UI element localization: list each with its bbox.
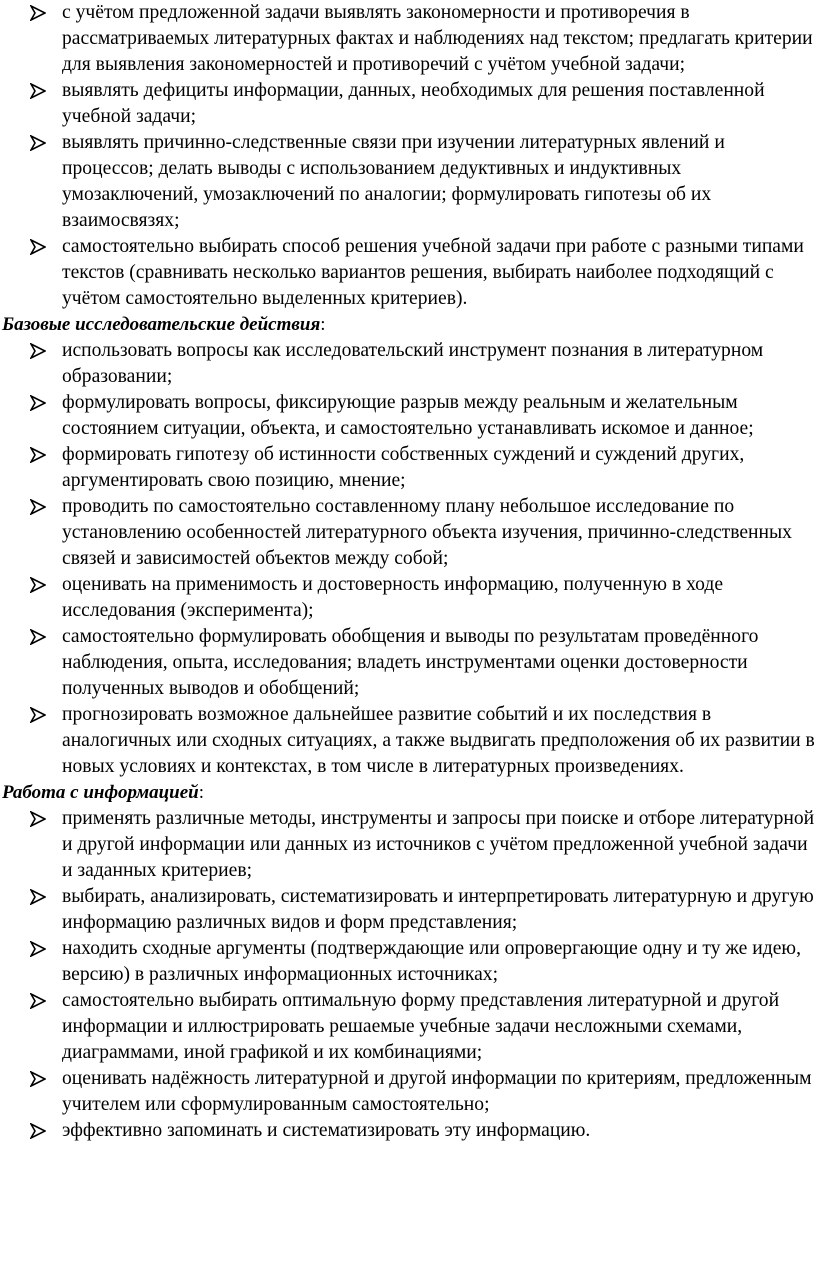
list-item-text: формировать гипотезу об истинности собственных суждений и суждений других, аргументировать свою позицию, мнение;	[62, 444, 745, 491]
section-heading	[2, 780, 816, 806]
list-item-text: самостоятельно выбирать способ решения учебной задачи при работе с разными типами текстов (сравнивать несколько вариантов решения, выбирать наиболее подходящий с учётом самостоятельно выделенных критериев).	[62, 236, 804, 309]
arrowhead-bullet-icon	[30, 707, 46, 723]
arrowhead-bullet-icon	[30, 239, 46, 255]
list-item	[0, 988, 816, 1066]
heading-colon: :	[320, 314, 326, 335]
list-item-text: применять различные методы, инструменты и запросы при поиске и отборе литературной и другой информации или данных из источников с учётом предложенной учебной задачи и заданных критериев;	[62, 808, 815, 881]
bullet-list	[0, 0, 816, 312]
section-heading-text: Базовые исследовательские действия	[2, 314, 321, 335]
list-item	[0, 0, 816, 78]
list-item	[0, 442, 816, 494]
arrowhead-bullet-icon	[30, 577, 46, 593]
list-item-text: самостоятельно выбирать оптимальную форму представления литературной и другой информации и иллюстрировать решаемые учебные задачи несложными схемами, диаграммами, иной графикой и их комбинациями;	[62, 990, 780, 1063]
list-item	[0, 130, 816, 234]
list-item	[0, 702, 816, 780]
arrowhead-bullet-icon	[30, 5, 46, 21]
list-item	[0, 1118, 816, 1144]
arrowhead-bullet-icon	[30, 629, 46, 645]
arrowhead-bullet-icon	[30, 83, 46, 99]
section-research-actions	[0, 312, 816, 780]
section-intro	[0, 0, 816, 312]
list-item	[0, 1066, 816, 1118]
arrowhead-bullet-icon	[30, 395, 46, 411]
bullet-list	[0, 806, 816, 1144]
list-item-text: эффективно запоминать и систематизировать эту информацию.	[62, 1120, 591, 1141]
arrowhead-bullet-icon	[30, 889, 46, 905]
list-item	[0, 572, 816, 624]
list-item-text: проводить по самостоятельно составленному плану небольшое исследование по установлению особенностей литературного объекта изучения, причинно-следственных связей и зависимостей объектов между собой;	[62, 496, 792, 569]
list-item	[0, 936, 816, 988]
list-item-text: формулировать вопросы, фиксирующие разрыв между реальным и желательным состоянием ситуации, объекта, и самостоятельно устанавливать искомое и данное;	[62, 392, 754, 439]
list-item-text: использовать вопросы как исследовательский инструмент познания в литературном образовании;	[62, 340, 764, 387]
arrowhead-bullet-icon	[30, 499, 46, 515]
list-item	[0, 338, 816, 390]
arrowhead-bullet-icon	[30, 135, 46, 151]
list-item	[0, 494, 816, 572]
list-item-text: выявлять причинно-следственные связи при изучении литературных явлений и процессов; делать выводы с использованием дедуктивных и индуктивных умозаключений, умозаключений по аналогии; формулировать гипотезы об их взаимосвязях;	[62, 132, 725, 231]
arrowhead-bullet-icon	[30, 941, 46, 957]
arrowhead-bullet-icon	[30, 1123, 46, 1139]
arrowhead-bullet-icon	[30, 993, 46, 1009]
list-item-text: прогнозировать возможное дальнейшее развитие событий и их последствия в аналогичных или сходных ситуациях, а также выдвигать предположения об их развитии в новых условиях и контекстах, в том числе в литературных произведениях.	[62, 704, 815, 777]
arrowhead-bullet-icon	[30, 343, 46, 359]
list-item-text: самостоятельно формулировать обобщения и выводы по результатам проведённого наблюдения, опыта, исследования; владеть инструментами оценки достоверности полученных выводов и обобщений;	[62, 626, 759, 699]
list-item	[0, 806, 816, 884]
section-heading	[2, 312, 816, 338]
list-item-text: выявлять дефициты информации, данных, необходимых для решения поставленной учебной задачи;	[62, 80, 765, 127]
list-item-text: находить сходные аргументы (подтверждающие или опровергающие одну и ту же идею, версию) в различных информационных источниках;	[62, 938, 801, 985]
list-item	[0, 624, 816, 702]
section-information-work	[0, 780, 816, 1144]
arrowhead-bullet-icon	[30, 1071, 46, 1087]
arrowhead-bullet-icon	[30, 447, 46, 463]
heading-colon: :	[198, 782, 205, 803]
arrowhead-bullet-icon	[30, 811, 46, 827]
section-heading-text: Работа с информацией	[2, 782, 199, 803]
bullet-list	[0, 338, 816, 780]
list-item	[0, 78, 816, 130]
list-item-text: с учётом предложенной задачи выявлять закономерности и противоречия в рассматриваемых литературных фактах и наблюдениях над текстом; предлагать критерии для выявления закономерностей и противоречий с учётом учебной задачи;	[62, 2, 813, 75]
list-item-text: выбирать, анализировать, систематизировать и интерпретировать литературную и другую информацию различных видов и форм представления;	[62, 886, 814, 933]
list-item	[0, 884, 816, 936]
list-item	[0, 234, 816, 312]
list-item-text: оценивать надёжность литературной и другой информации по критериям, предложенным учителем или сформулированным самостоятельно;	[62, 1068, 812, 1115]
list-item	[0, 390, 816, 442]
list-item-text: оценивать на применимость и достоверность информацию, полученную в ходе исследования (эксперимента);	[62, 574, 724, 621]
